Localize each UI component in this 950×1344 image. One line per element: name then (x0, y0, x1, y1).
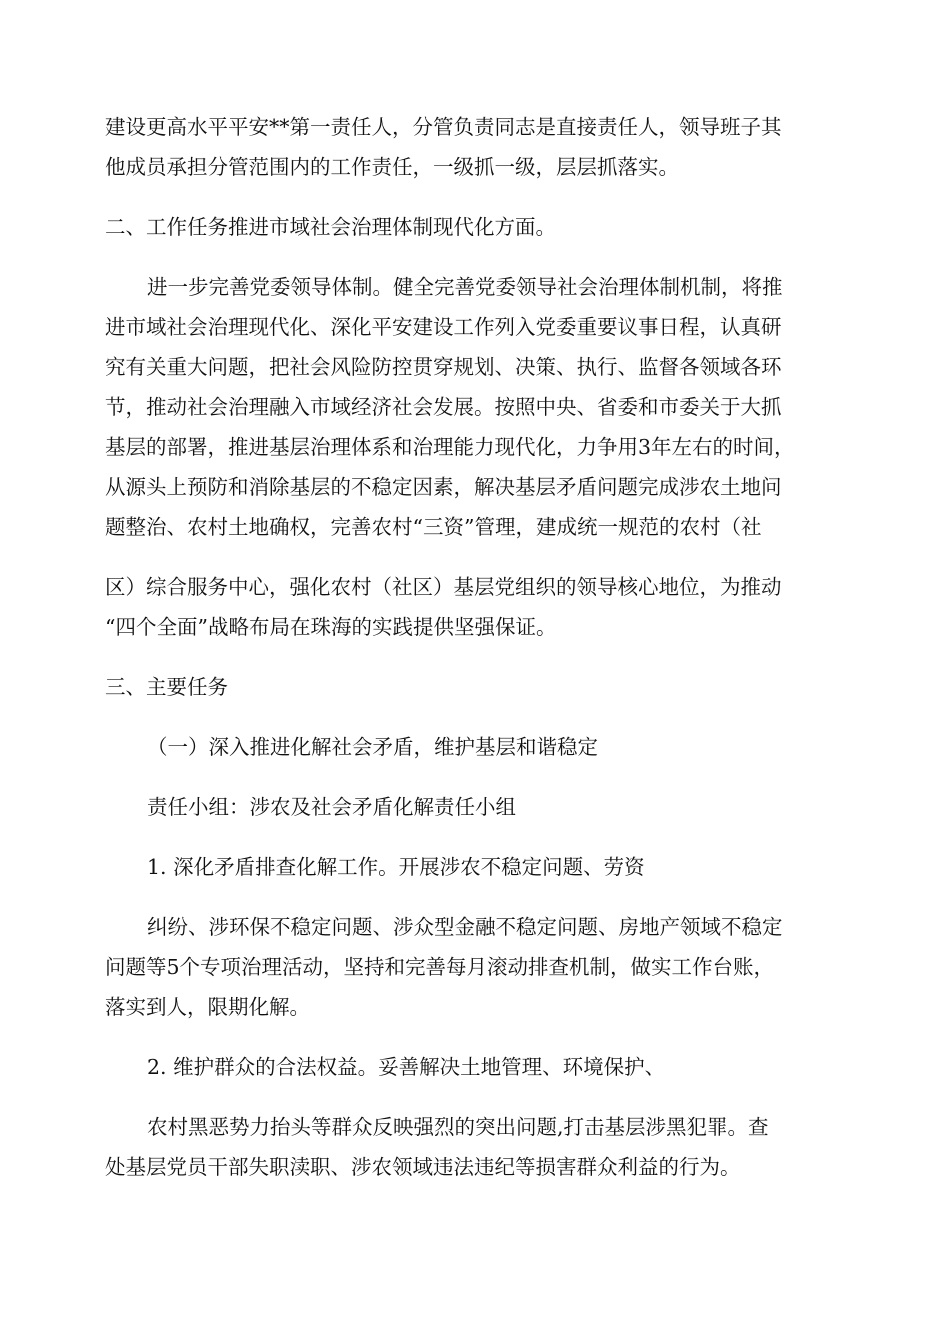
text-line: 区）综合服务中心，强化农村（社区）基层党组织的领导核心地位，为推动 (105, 575, 782, 599)
text-line: 基层的部署，推进基层治理体系和治理能力现代化，力争用3年左右的时间， (105, 435, 795, 459)
text-line: 从源头上预防和消除基层的不稳定因素，解决基层矛盾问题完成涉农土地问 (105, 475, 782, 499)
text-line: 农村黑恶势力抬头等群众反映强烈的突出问题,打击基层涉黑犯罪。查 (147, 1115, 769, 1139)
list-item: 1. 深化矛盾排查化解工作。开展涉农不稳定问题、劳资 (147, 855, 645, 879)
text-line: 建设更高水平平安**第一责任人，分管负责同志是直接责任人，领导班子其 (105, 115, 782, 139)
section-heading: 三、主要任务 (105, 675, 228, 699)
text-line: 问题等5个专项治理活动，坚持和完善每月滚动排查机制，做实工作台账， (105, 955, 775, 979)
text-line: 他成员承担分管范围内的工作责任，一级抓一级，层层抓落实。 (105, 155, 679, 179)
text-line: 处基层党员干部失职渎职、涉农领域违法违纪等损害群众利益的行为。 (105, 1155, 741, 1179)
text-line: 进市域社会治理现代化、深化平安建设工作列入党委重要议事日程，认真研 (105, 315, 782, 339)
subsection-heading: （一）深入推进化解社会矛盾，维护基层和谐稳定 (147, 735, 598, 759)
text-line: 责任小组：涉农及社会矛盾化解责任小组 (147, 795, 516, 819)
text-line: 落实到人，限期化解。 (105, 995, 310, 1019)
text-line: 纠纷、涉环保不稳定问题、涉众型金融不稳定问题、房地产领域不稳定 (147, 915, 783, 939)
text-line: 节，推动社会治理融入市域经济社会发展。按照中央、省委和市委关于大抓 (105, 395, 782, 419)
list-item: 2. 维护群众的合法权益。妥善解决土地管理、环境保护、 (147, 1055, 666, 1079)
text-line: 究有关重大问题，把社会风险防控贯穿规划、决策、执行、监督各领域各环 (105, 355, 782, 379)
text-line: 题整治、农村土地确权，完善农村“三资”管理，建成统一规范的农村（社 (105, 515, 762, 539)
text-line: “四个全面”战略布局在珠海的实践提供坚强保证。 (105, 615, 557, 639)
text-line: 进一步完善党委领导体制。健全完善党委领导社会治理体制机制，将推 (147, 275, 783, 299)
section-heading: 二、工作任务推进市域社会治理体制现代化方面。 (105, 215, 556, 239)
